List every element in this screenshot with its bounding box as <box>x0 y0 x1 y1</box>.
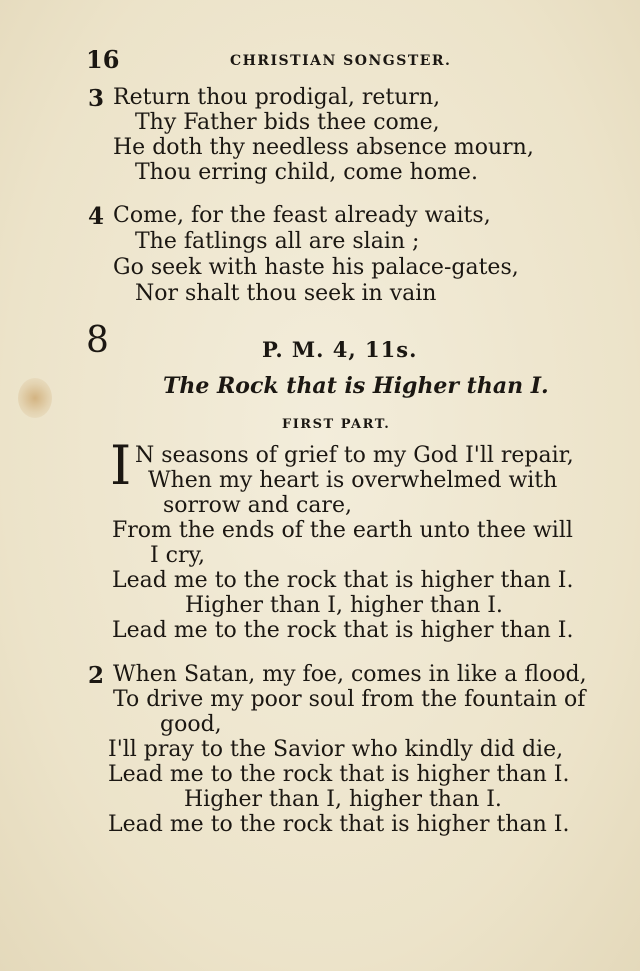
verse-number: 4 <box>88 203 105 230</box>
part-heading: FIRST PART. <box>282 417 391 432</box>
hymn-title: The Rock that is Higher than I. <box>163 373 549 399</box>
verse-line: To drive my poor soul from the fountain of <box>113 687 586 712</box>
verse-line: When Satan, my foe, comes in like a flood, <box>113 662 587 687</box>
verse-line: Nor shalt thou seek in vain <box>135 281 437 306</box>
verse-line: good, <box>160 712 222 737</box>
verse-line: Return thou prodigal, return, <box>113 85 441 110</box>
verse-number: 3 <box>88 85 105 112</box>
verse-line: Lead me to the rock that is higher than I. <box>108 762 570 787</box>
verse-line: He doth thy needless absence mourn, <box>113 135 534 160</box>
hymn-number: 8 <box>86 320 109 361</box>
verse-number: 2 <box>88 662 105 689</box>
verse-line: Thou erring child, come home. <box>135 160 478 185</box>
verse-line: Higher than I, higher than I. <box>185 593 503 618</box>
page-number: 16 <box>86 45 120 74</box>
paper-stain <box>18 378 52 418</box>
drop-cap: I <box>110 434 132 497</box>
verse-line: I'll pray to the Savior who kindly did die, <box>108 737 564 762</box>
verse-line: sorrow and care, <box>163 493 352 518</box>
verse-line: N seasons of grief to my God I'll repair, <box>135 443 574 468</box>
verse-line: Lead me to the rock that is higher than I. <box>112 568 574 593</box>
verse-line: Lead me to the rock that is higher than I. <box>112 618 574 643</box>
verse-line: Go seek with haste his palace-gates, <box>113 255 519 280</box>
verse-line: Lead me to the rock that is higher than I. <box>108 812 570 837</box>
verse-line: When my heart is overwhelmed with <box>148 468 558 493</box>
verse-line: I cry, <box>150 543 206 568</box>
verse-line: Thy Father bids thee come, <box>135 110 440 135</box>
verse-line: Come, for the feast already waits, <box>113 203 491 228</box>
hymn-meter: P. M. 4, 11s. <box>262 337 418 362</box>
verse-line: Higher than I, higher than I. <box>184 787 502 812</box>
verse-line: The fatlings all are slain ; <box>135 229 420 254</box>
verse-line: From the ends of the earth unto thee will <box>112 518 573 543</box>
running-title: CHRISTIAN SONGSTER. <box>230 53 452 69</box>
